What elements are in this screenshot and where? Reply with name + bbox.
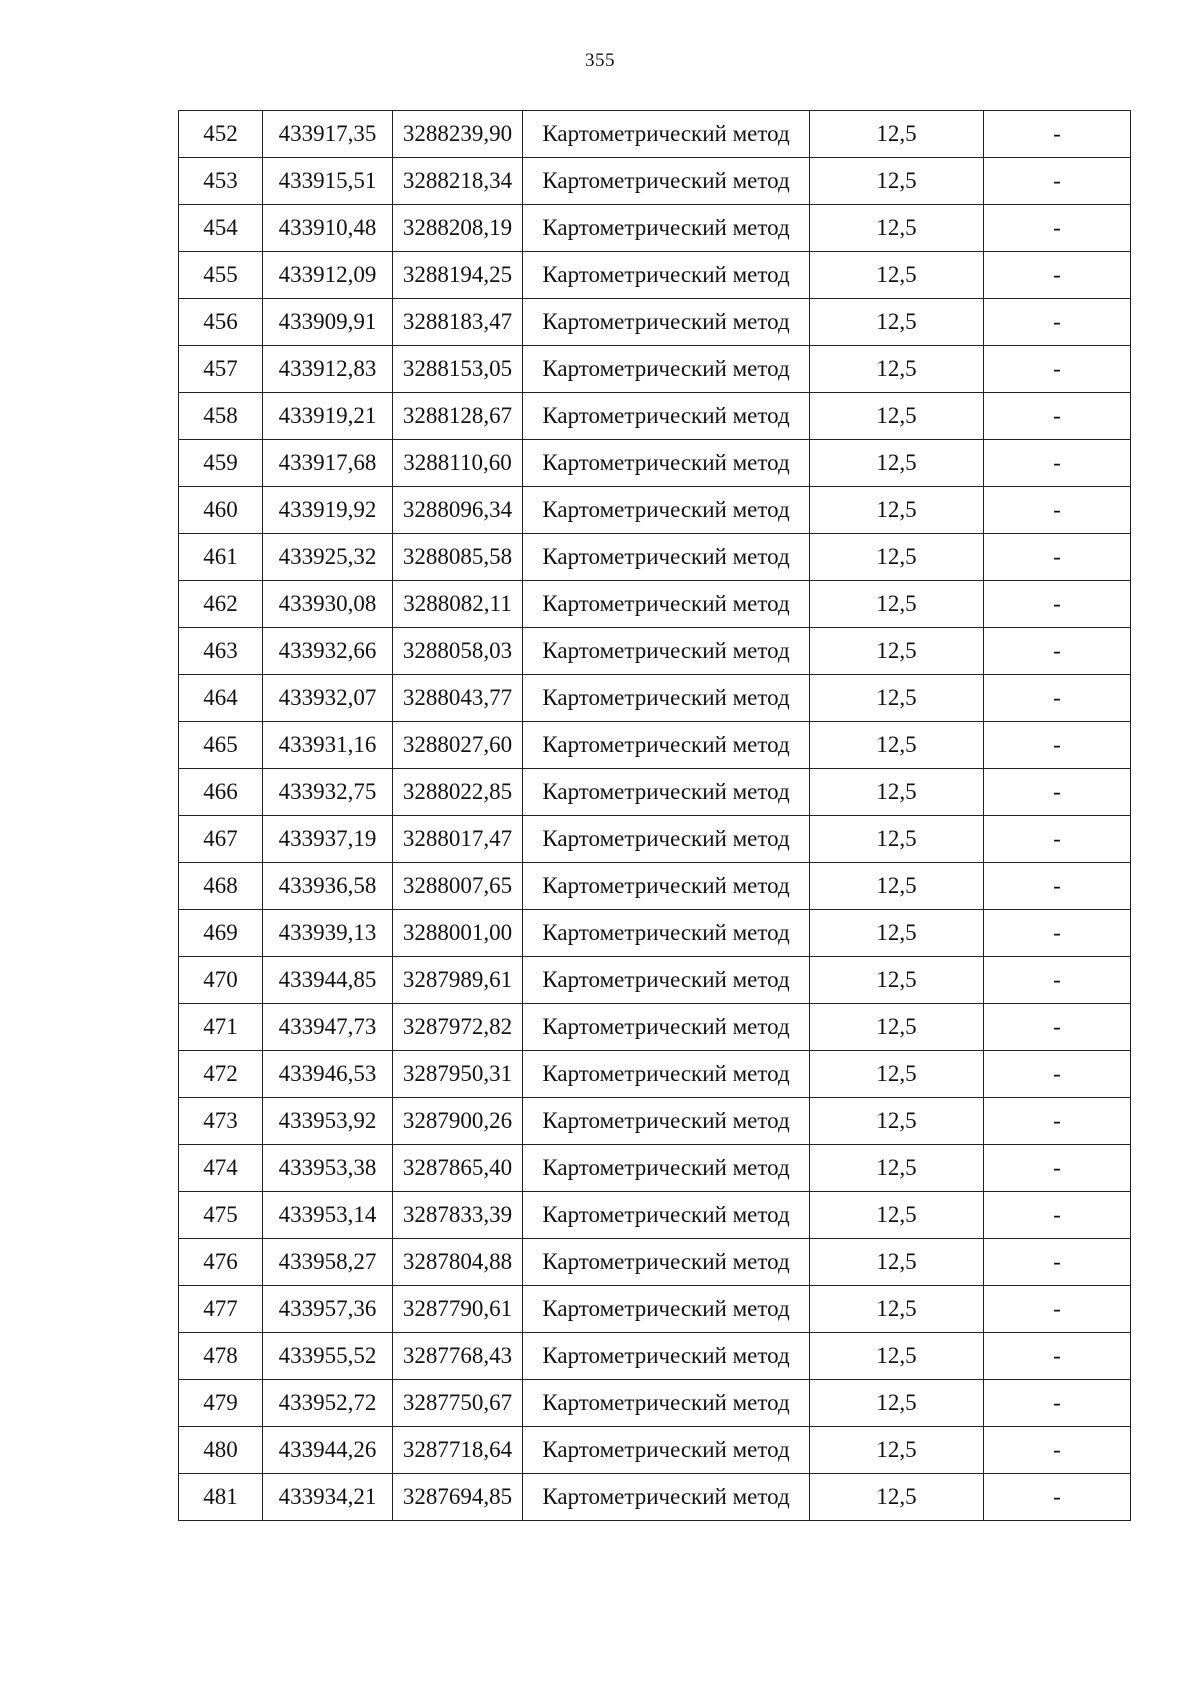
point-number-cell: 476 xyxy=(179,1239,263,1286)
accuracy-cell: 12,5 xyxy=(810,487,984,534)
coordinate-y-cell: 3288153,05 xyxy=(393,346,523,393)
coordinate-y-cell: 3287950,31 xyxy=(393,1051,523,1098)
accuracy-cell: 12,5 xyxy=(810,1192,984,1239)
coordinate-y-cell: 3287694,85 xyxy=(393,1474,523,1521)
description-cell: - xyxy=(984,769,1131,816)
description-cell: - xyxy=(984,1474,1131,1521)
method-cell: Картометрический метод xyxy=(523,1474,810,1521)
coordinate-y-cell: 3288058,03 xyxy=(393,628,523,675)
coordinate-x-cell: 433919,92 xyxy=(263,487,393,534)
point-number-cell: 469 xyxy=(179,910,263,957)
description-cell: - xyxy=(984,252,1131,299)
method-cell: Картометрический метод xyxy=(523,675,810,722)
coordinate-y-cell: 3288183,47 xyxy=(393,299,523,346)
method-cell: Картометрический метод xyxy=(523,487,810,534)
coordinate-y-cell: 3287989,61 xyxy=(393,957,523,1004)
point-number-cell: 474 xyxy=(179,1145,263,1192)
coordinate-x-cell: 433958,27 xyxy=(263,1239,393,1286)
table-row xyxy=(179,816,1131,863)
point-number-cell: 468 xyxy=(179,863,263,910)
point-number-cell: 480 xyxy=(179,1427,263,1474)
coordinate-y-cell: 3288017,47 xyxy=(393,816,523,863)
point-number-cell: 456 xyxy=(179,299,263,346)
accuracy-cell: 12,5 xyxy=(810,346,984,393)
point-number-cell: 478 xyxy=(179,1333,263,1380)
coordinate-y-cell: 3288027,60 xyxy=(393,722,523,769)
accuracy-cell: 12,5 xyxy=(810,1333,984,1380)
description-cell: - xyxy=(984,1051,1131,1098)
method-cell: Картометрический метод xyxy=(523,205,810,252)
description-cell: - xyxy=(984,1098,1131,1145)
coordinate-x-cell: 433953,14 xyxy=(263,1192,393,1239)
method-cell: Картометрический метод xyxy=(523,863,810,910)
accuracy-cell: 12,5 xyxy=(810,1145,984,1192)
coordinate-y-cell: 3287865,40 xyxy=(393,1145,523,1192)
method-cell: Картометрический метод xyxy=(523,440,810,487)
coordinate-x-cell: 433932,75 xyxy=(263,769,393,816)
accuracy-cell: 12,5 xyxy=(810,863,984,910)
accuracy-cell: 12,5 xyxy=(810,299,984,346)
point-number-cell: 477 xyxy=(179,1286,263,1333)
table-row xyxy=(179,910,1131,957)
description-cell: - xyxy=(984,346,1131,393)
table-row xyxy=(179,252,1131,299)
description-cell: - xyxy=(984,1004,1131,1051)
table-row xyxy=(179,346,1131,393)
table-row xyxy=(179,581,1131,628)
coordinate-x-cell: 433939,13 xyxy=(263,910,393,957)
description-cell: - xyxy=(984,1192,1131,1239)
method-cell: Картометрический метод xyxy=(523,1239,810,1286)
method-cell: Картометрический метод xyxy=(523,252,810,299)
description-cell: - xyxy=(984,581,1131,628)
accuracy-cell: 12,5 xyxy=(810,1380,984,1427)
point-number-cell: 463 xyxy=(179,628,263,675)
coordinate-y-cell: 3288001,00 xyxy=(393,910,523,957)
method-cell: Картометрический метод xyxy=(523,957,810,1004)
accuracy-cell: 12,5 xyxy=(810,1474,984,1521)
coordinate-x-cell: 433957,36 xyxy=(263,1286,393,1333)
table-row xyxy=(179,863,1131,910)
coordinate-x-cell: 433919,21 xyxy=(263,393,393,440)
accuracy-cell: 12,5 xyxy=(810,675,984,722)
coordinate-x-cell: 433947,73 xyxy=(263,1004,393,1051)
coordinate-x-cell: 433912,83 xyxy=(263,346,393,393)
description-cell: - xyxy=(984,534,1131,581)
method-cell: Картометрический метод xyxy=(523,1333,810,1380)
table-row xyxy=(179,299,1131,346)
coordinate-y-cell: 3288085,58 xyxy=(393,534,523,581)
coordinate-y-cell: 3288208,19 xyxy=(393,205,523,252)
point-number-cell: 475 xyxy=(179,1192,263,1239)
coordinate-x-cell: 433915,51 xyxy=(263,158,393,205)
table-row xyxy=(179,1427,1131,1474)
method-cell: Картометрический метод xyxy=(523,628,810,675)
description-cell: - xyxy=(984,1145,1131,1192)
table-row xyxy=(179,205,1131,252)
method-cell: Картометрический метод xyxy=(523,534,810,581)
coordinate-y-cell: 3288082,11 xyxy=(393,581,523,628)
table-row xyxy=(179,675,1131,722)
accuracy-cell: 12,5 xyxy=(810,910,984,957)
coordinate-y-cell: 3288022,85 xyxy=(393,769,523,816)
coordinate-y-cell: 3288110,60 xyxy=(393,440,523,487)
accuracy-cell: 12,5 xyxy=(810,1427,984,1474)
table-row xyxy=(179,1380,1131,1427)
method-cell: Картометрический метод xyxy=(523,910,810,957)
table-row xyxy=(179,1286,1131,1333)
point-number-cell: 473 xyxy=(179,1098,263,1145)
accuracy-cell: 12,5 xyxy=(810,205,984,252)
description-cell: - xyxy=(984,628,1131,675)
point-number-cell: 460 xyxy=(179,487,263,534)
description-cell: - xyxy=(984,393,1131,440)
accuracy-cell: 12,5 xyxy=(810,1004,984,1051)
coordinate-x-cell: 433930,08 xyxy=(263,581,393,628)
coordinate-x-cell: 433910,48 xyxy=(263,205,393,252)
table-row xyxy=(179,722,1131,769)
method-cell: Картометрический метод xyxy=(523,299,810,346)
method-cell: Картометрический метод xyxy=(523,1192,810,1239)
coordinate-x-cell: 433917,35 xyxy=(263,111,393,158)
point-number-cell: 472 xyxy=(179,1051,263,1098)
coordinate-y-cell: 3288239,90 xyxy=(393,111,523,158)
coordinate-x-cell: 433937,19 xyxy=(263,816,393,863)
coordinate-y-cell: 3288096,34 xyxy=(393,487,523,534)
coordinate-y-cell: 3287768,43 xyxy=(393,1333,523,1380)
coordinate-y-cell: 3287804,88 xyxy=(393,1239,523,1286)
method-cell: Картометрический метод xyxy=(523,346,810,393)
point-number-cell: 454 xyxy=(179,205,263,252)
table-row xyxy=(179,1145,1131,1192)
coordinate-y-cell: 3287790,61 xyxy=(393,1286,523,1333)
description-cell: - xyxy=(984,440,1131,487)
coordinate-y-cell: 3288007,65 xyxy=(393,863,523,910)
point-number-cell: 481 xyxy=(179,1474,263,1521)
table-row xyxy=(179,534,1131,581)
point-number-cell: 461 xyxy=(179,534,263,581)
description-cell: - xyxy=(984,299,1131,346)
coordinate-x-cell: 433932,07 xyxy=(263,675,393,722)
accuracy-cell: 12,5 xyxy=(810,628,984,675)
accuracy-cell: 12,5 xyxy=(810,1051,984,1098)
table-row xyxy=(179,393,1131,440)
accuracy-cell: 12,5 xyxy=(810,957,984,1004)
description-cell: - xyxy=(984,816,1131,863)
table-body xyxy=(179,111,1131,1521)
method-cell: Картометрический метод xyxy=(523,722,810,769)
method-cell: Картометрический метод xyxy=(523,1380,810,1427)
description-cell: - xyxy=(984,1333,1131,1380)
method-cell: Картометрический метод xyxy=(523,111,810,158)
accuracy-cell: 12,5 xyxy=(810,581,984,628)
point-number-cell: 470 xyxy=(179,957,263,1004)
point-number-cell: 471 xyxy=(179,1004,263,1051)
accuracy-cell: 12,5 xyxy=(810,440,984,487)
table-row xyxy=(179,1192,1131,1239)
point-number-cell: 457 xyxy=(179,346,263,393)
coordinates-table xyxy=(178,110,1131,1521)
description-cell: - xyxy=(984,1427,1131,1474)
description-cell: - xyxy=(984,205,1131,252)
accuracy-cell: 12,5 xyxy=(810,252,984,299)
table-row xyxy=(179,957,1131,1004)
coordinate-x-cell: 433944,26 xyxy=(263,1427,393,1474)
coordinate-x-cell: 433953,92 xyxy=(263,1098,393,1145)
description-cell: - xyxy=(984,910,1131,957)
description-cell: - xyxy=(984,863,1131,910)
coordinate-y-cell: 3288218,34 xyxy=(393,158,523,205)
point-number-cell: 452 xyxy=(179,111,263,158)
coordinate-y-cell: 3288194,25 xyxy=(393,252,523,299)
point-number-cell: 459 xyxy=(179,440,263,487)
table-row xyxy=(179,1474,1131,1521)
coordinate-x-cell: 433936,58 xyxy=(263,863,393,910)
point-number-cell: 465 xyxy=(179,722,263,769)
accuracy-cell: 12,5 xyxy=(810,1286,984,1333)
coordinate-y-cell: 3287900,26 xyxy=(393,1098,523,1145)
coordinate-x-cell: 433917,68 xyxy=(263,440,393,487)
description-cell: - xyxy=(984,1239,1131,1286)
accuracy-cell: 12,5 xyxy=(810,1239,984,1286)
description-cell: - xyxy=(984,487,1131,534)
table-row xyxy=(179,769,1131,816)
description-cell: - xyxy=(984,675,1131,722)
accuracy-cell: 12,5 xyxy=(810,722,984,769)
table-row xyxy=(179,1098,1131,1145)
table-row xyxy=(179,158,1131,205)
table-row xyxy=(179,628,1131,675)
coordinate-y-cell: 3288043,77 xyxy=(393,675,523,722)
coordinate-x-cell: 433944,85 xyxy=(263,957,393,1004)
coordinate-x-cell: 433925,32 xyxy=(263,534,393,581)
coordinate-x-cell: 433932,66 xyxy=(263,628,393,675)
method-cell: Картометрический метод xyxy=(523,158,810,205)
method-cell: Картометрический метод xyxy=(523,1004,810,1051)
point-number-cell: 453 xyxy=(179,158,263,205)
accuracy-cell: 12,5 xyxy=(810,534,984,581)
table-row xyxy=(179,111,1131,158)
coordinate-x-cell: 433953,38 xyxy=(263,1145,393,1192)
accuracy-cell: 12,5 xyxy=(810,816,984,863)
method-cell: Картометрический метод xyxy=(523,769,810,816)
table-row xyxy=(179,1333,1131,1380)
coordinate-x-cell: 433952,72 xyxy=(263,1380,393,1427)
accuracy-cell: 12,5 xyxy=(810,1098,984,1145)
description-cell: - xyxy=(984,957,1131,1004)
method-cell: Картометрический метод xyxy=(523,393,810,440)
point-number-cell: 462 xyxy=(179,581,263,628)
point-number-cell: 467 xyxy=(179,816,263,863)
accuracy-cell: 12,5 xyxy=(810,769,984,816)
table-row xyxy=(179,487,1131,534)
description-cell: - xyxy=(984,111,1131,158)
point-number-cell: 464 xyxy=(179,675,263,722)
point-number-cell: 466 xyxy=(179,769,263,816)
method-cell: Картометрический метод xyxy=(523,1051,810,1098)
coordinate-y-cell: 3287972,82 xyxy=(393,1004,523,1051)
method-cell: Картометрический метод xyxy=(523,1286,810,1333)
coordinate-x-cell: 433934,21 xyxy=(263,1474,393,1521)
coordinate-x-cell: 433955,52 xyxy=(263,1333,393,1380)
table-row xyxy=(179,1004,1131,1051)
coordinate-x-cell: 433931,16 xyxy=(263,722,393,769)
coordinate-x-cell: 433946,53 xyxy=(263,1051,393,1098)
method-cell: Картометрический метод xyxy=(523,1427,810,1474)
coordinate-x-cell: 433909,91 xyxy=(263,299,393,346)
coordinate-x-cell: 433912,09 xyxy=(263,252,393,299)
accuracy-cell: 12,5 xyxy=(810,158,984,205)
coordinate-y-cell: 3287750,67 xyxy=(393,1380,523,1427)
coordinate-y-cell: 3287718,64 xyxy=(393,1427,523,1474)
table-row xyxy=(179,1051,1131,1098)
method-cell: Картометрический метод xyxy=(523,581,810,628)
point-number-cell: 458 xyxy=(179,393,263,440)
description-cell: - xyxy=(984,1380,1131,1427)
page-number: 355 xyxy=(585,50,615,71)
description-cell: - xyxy=(984,722,1131,769)
coordinate-y-cell: 3288128,67 xyxy=(393,393,523,440)
point-number-cell: 455 xyxy=(179,252,263,299)
accuracy-cell: 12,5 xyxy=(810,393,984,440)
point-number-cell: 479 xyxy=(179,1380,263,1427)
table-row xyxy=(179,440,1131,487)
description-cell: - xyxy=(984,158,1131,205)
table-row xyxy=(179,1239,1131,1286)
description-cell: - xyxy=(984,1286,1131,1333)
accuracy-cell: 12,5 xyxy=(810,111,984,158)
method-cell: Картометрический метод xyxy=(523,1145,810,1192)
method-cell: Картометрический метод xyxy=(523,816,810,863)
method-cell: Картометрический метод xyxy=(523,1098,810,1145)
coordinate-y-cell: 3287833,39 xyxy=(393,1192,523,1239)
